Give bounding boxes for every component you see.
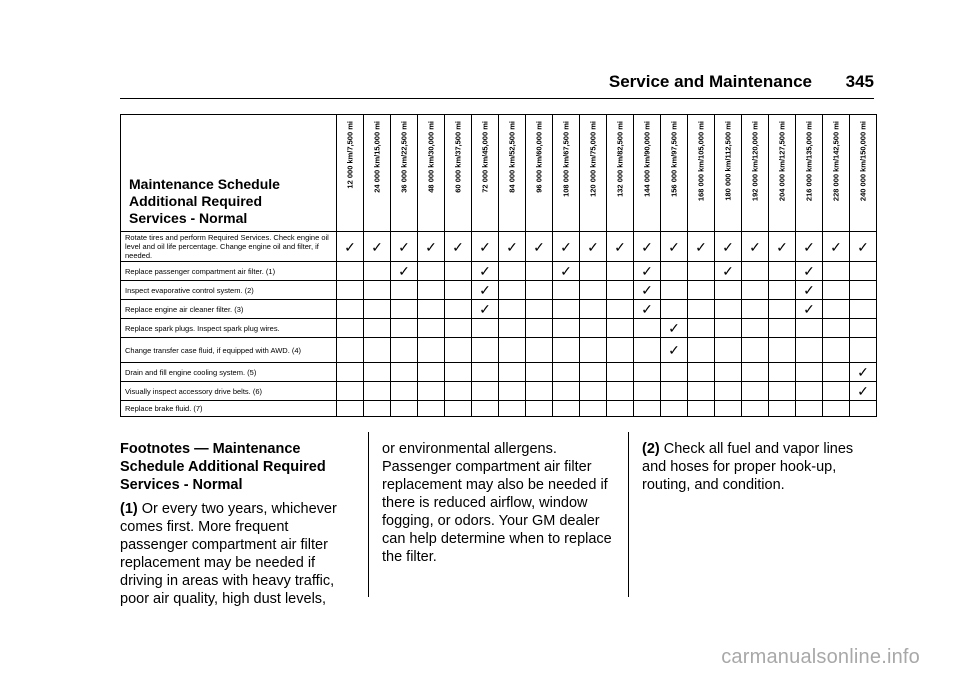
empty-cell [742,382,769,401]
column-header [661,115,688,232]
table-header-row [121,115,877,232]
table-row [121,401,877,417]
empty-cell [607,401,634,417]
footnote-1-continued: or environmental allergens. Passenger compartment air filter replacement may also be needed if there is reduced airflow, window fogging, or odors. Your GM dealer can help determine when to replace the filter. [382,441,612,565]
empty-cell [850,300,877,319]
empty-cell [661,382,688,401]
empty-cell [499,319,526,338]
checkmark-icon: ✓ [688,232,715,262]
column-header [607,115,634,232]
checkmark-icon: ✓ [499,232,526,262]
task-label: Replace engine air cleaner filter. (3) [121,300,337,319]
column-header [850,115,877,232]
empty-cell [580,262,607,281]
column-header-label: 240 000 km/150,000 mi [858,121,868,202]
table-row [121,338,877,363]
table-title [121,115,337,232]
column-header-label: 60 000 km/37,500 mi [453,121,463,193]
checkmark-icon: ✓ [607,232,634,262]
footnote-1 [120,500,350,608]
column-header [580,115,607,232]
empty-cell [364,401,391,417]
empty-cell [823,338,850,363]
table-row [121,262,877,281]
checkmark-icon: ✓ [553,262,580,281]
column-header-label: 192 000 km/120,000 mi [750,121,760,202]
checkmark-icon: ✓ [634,300,661,319]
empty-cell [553,401,580,417]
empty-cell [580,319,607,338]
empty-cell [499,363,526,382]
footnote-2-label: (2) [642,441,660,457]
empty-cell [823,262,850,281]
empty-cell [553,363,580,382]
column-header [472,115,499,232]
empty-cell [742,300,769,319]
empty-cell [418,401,445,417]
empty-cell [850,401,877,417]
table-row [121,363,877,382]
checkmark-icon: ✓ [796,300,823,319]
empty-cell [796,363,823,382]
empty-cell [607,363,634,382]
empty-cell [499,281,526,300]
table-row [121,382,877,401]
footnotes-column-1 [120,440,350,614]
empty-cell [607,382,634,401]
empty-cell [769,382,796,401]
checkmark-icon: ✓ [715,262,742,281]
empty-cell [769,338,796,363]
column-header-label: 48 000 km/30,000 mi [426,121,436,193]
empty-cell [337,300,364,319]
empty-cell [337,281,364,300]
empty-cell [445,300,472,319]
empty-cell [472,338,499,363]
checkmark-icon: ✓ [850,382,877,401]
empty-cell [526,300,553,319]
checkmark-icon: ✓ [796,262,823,281]
empty-cell [688,262,715,281]
empty-cell [418,338,445,363]
empty-cell [472,319,499,338]
table-title-line: Additional Required [129,193,262,209]
empty-cell [553,281,580,300]
empty-cell [445,401,472,417]
checkmark-icon: ✓ [472,300,499,319]
empty-cell [553,382,580,401]
column-header-label: 204 000 km/127,500 mi [777,121,787,202]
empty-cell [742,262,769,281]
task-label: Rotate tires and perform Required Services. Check engine oil level and oil life percentage. Change engine oil and filter, if needed. [121,232,337,262]
empty-cell [418,300,445,319]
footnotes-column-2 [382,440,612,572]
empty-cell [445,262,472,281]
empty-cell [634,382,661,401]
empty-cell [742,319,769,338]
empty-cell [499,382,526,401]
checkmark-icon: ✓ [661,338,688,363]
empty-cell [661,401,688,417]
empty-cell [715,319,742,338]
empty-cell [391,363,418,382]
empty-cell [418,262,445,281]
column-header [526,115,553,232]
empty-cell [337,382,364,401]
column-header [742,115,769,232]
empty-cell [499,262,526,281]
header-rule [120,98,874,99]
column-header-label: 216 000 km/135,000 mi [804,121,814,202]
empty-cell [796,319,823,338]
checkmark-icon: ✓ [742,232,769,262]
empty-cell [391,300,418,319]
empty-cell [472,363,499,382]
checkmark-icon: ✓ [553,232,580,262]
table-title-line: Services - Normal [129,210,248,226]
checkmark-icon: ✓ [634,232,661,262]
empty-cell [715,300,742,319]
empty-cell [526,319,553,338]
column-header-label: 228 000 km/142,500 mi [831,121,841,202]
empty-cell [688,300,715,319]
empty-cell [796,382,823,401]
column-header [391,115,418,232]
column-header [364,115,391,232]
empty-cell [715,382,742,401]
empty-cell [607,338,634,363]
empty-cell [823,300,850,319]
checkmark-icon: ✓ [796,281,823,300]
empty-cell [769,319,796,338]
checkmark-icon: ✓ [769,232,796,262]
footnote-2 [642,440,872,494]
checkmark-icon: ✓ [472,232,499,262]
checkmark-icon: ✓ [796,232,823,262]
task-label: Replace spark plugs. Inspect spark plug wires. [121,319,337,338]
empty-cell [364,262,391,281]
empty-cell [526,401,553,417]
empty-cell [769,300,796,319]
empty-cell [742,401,769,417]
empty-cell [499,401,526,417]
empty-cell [391,338,418,363]
empty-cell [850,262,877,281]
empty-cell [445,319,472,338]
empty-cell [688,363,715,382]
task-label: Replace passenger compartment air filter. (1) [121,262,337,281]
empty-cell [607,319,634,338]
empty-cell [337,363,364,382]
checkmark-icon: ✓ [661,319,688,338]
empty-cell [661,300,688,319]
empty-cell [769,281,796,300]
empty-cell [580,363,607,382]
table-row [121,319,877,338]
empty-cell [526,382,553,401]
empty-cell [580,338,607,363]
empty-cell [526,262,553,281]
empty-cell [688,338,715,363]
empty-cell [472,382,499,401]
empty-cell [688,281,715,300]
empty-cell [418,382,445,401]
checkmark-icon: ✓ [634,262,661,281]
empty-cell [607,281,634,300]
empty-cell [634,338,661,363]
maintenance-schedule-table [120,114,877,417]
empty-cell [769,401,796,417]
column-header-label: 36 000 km/22,500 mi [399,121,409,193]
column-header-label: 144 000 km/90,000 mi [642,121,652,197]
checkmark-icon: ✓ [337,232,364,262]
empty-cell [661,262,688,281]
empty-cell [634,363,661,382]
empty-cell [445,281,472,300]
empty-cell [715,401,742,417]
checkmark-icon: ✓ [418,232,445,262]
empty-cell [526,338,553,363]
empty-cell [445,338,472,363]
empty-cell [742,281,769,300]
empty-cell [823,319,850,338]
empty-cell [850,338,877,363]
table-title-line: Maintenance Schedule [129,176,280,192]
empty-cell [499,338,526,363]
column-header [337,115,364,232]
checkmark-icon: ✓ [445,232,472,262]
empty-cell [688,319,715,338]
empty-cell [553,300,580,319]
table-row [121,281,877,300]
empty-cell [364,319,391,338]
column-header-label: 12 000 km/7,500 mi [345,121,355,189]
empty-cell [823,363,850,382]
empty-cell [634,401,661,417]
checkmark-icon: ✓ [391,232,418,262]
column-header-label: 132 000 km/82,500 mi [615,121,625,197]
watermark: carmanualsonline.info [721,646,920,668]
column-header [499,115,526,232]
empty-cell [418,281,445,300]
empty-cell [445,382,472,401]
empty-cell [742,363,769,382]
empty-cell [391,401,418,417]
empty-cell [769,363,796,382]
column-header [445,115,472,232]
checkmark-icon: ✓ [391,262,418,281]
empty-cell [472,401,499,417]
empty-cell [715,338,742,363]
empty-cell [391,281,418,300]
empty-cell [850,319,877,338]
empty-cell [715,281,742,300]
empty-cell [391,319,418,338]
column-header-label: 168 000 km/105,000 mi [696,121,706,202]
empty-cell [661,281,688,300]
empty-cell [823,382,850,401]
empty-cell [607,262,634,281]
column-header-label: 108 000 km/67,500 mi [561,121,571,197]
column-header-label: 156 000 km/97,500 mi [669,121,679,197]
column-header [688,115,715,232]
empty-cell [607,300,634,319]
table-row [121,300,877,319]
column-header-label: 84 000 km/52,500 mi [507,121,517,193]
table-row [121,232,877,262]
checkmark-icon: ✓ [823,232,850,262]
empty-cell [391,382,418,401]
empty-cell [418,363,445,382]
task-label: Change transfer case fluid, if equipped with AWD. (4) [121,338,337,363]
empty-cell [364,300,391,319]
empty-cell [337,401,364,417]
section-title: Service and Maintenance [608,72,812,91]
checkmark-icon: ✓ [526,232,553,262]
empty-cell [580,382,607,401]
task-label: Replace brake fluid. (7) [121,401,337,417]
task-label: Inspect evaporative control system. (2) [121,281,337,300]
column-header-label: 180 000 km/112,500 mi [723,121,733,201]
empty-cell [364,382,391,401]
empty-cell [850,281,877,300]
footnote-1-text: Or every two years, whichever comes first. More frequent passenger compartment air filter replacement may be needed if driving in areas with heavy traffic, poor air quality, high dust levels, [120,501,337,607]
empty-cell [526,281,553,300]
page-number: 345 [845,72,874,91]
empty-cell [715,363,742,382]
column-header-label: 72 000 km/45,000 mi [480,121,490,193]
column-header-label: 24 000 km/15,000 mi [372,121,382,193]
column-header [823,115,850,232]
empty-cell [796,401,823,417]
empty-cell [742,338,769,363]
checkmark-icon: ✓ [364,232,391,262]
empty-cell [553,338,580,363]
empty-cell [364,281,391,300]
empty-cell [688,382,715,401]
checkmark-icon: ✓ [850,232,877,262]
empty-cell [445,363,472,382]
empty-cell [580,281,607,300]
empty-cell [553,319,580,338]
footnotes-heading: Footnotes — Maintenance Schedule Additional Required Services - Normal [120,441,326,493]
table-body [121,232,877,417]
column-header [769,115,796,232]
column-header [796,115,823,232]
empty-cell [661,363,688,382]
footnotes-column-3 [642,440,872,500]
empty-cell [499,300,526,319]
column-header [553,115,580,232]
checkmark-icon: ✓ [850,363,877,382]
footnote-1-label: (1) [120,501,138,517]
empty-cell [364,363,391,382]
checkmark-icon: ✓ [661,232,688,262]
column-header-label: 120 000 km/75,000 mi [588,121,598,197]
empty-cell [823,281,850,300]
empty-cell [526,363,553,382]
column-divider [368,432,369,597]
empty-cell [823,401,850,417]
empty-cell [418,319,445,338]
checkmark-icon: ✓ [472,281,499,300]
column-divider [628,432,629,597]
column-header [715,115,742,232]
task-label: Visually inspect accessory drive belts. (6) [121,382,337,401]
checkmark-icon: ✓ [634,281,661,300]
empty-cell [337,338,364,363]
empty-cell [769,262,796,281]
column-header-label: 96 000 km/60,000 mi [534,121,544,193]
empty-cell [364,338,391,363]
empty-cell [796,338,823,363]
empty-cell [580,300,607,319]
column-header [634,115,661,232]
empty-cell [634,319,661,338]
footnote-2-text: Check all fuel and vapor lines and hoses for proper hook-up, routing, and condition. [642,441,854,493]
page-header [0,70,960,100]
checkmark-icon: ✓ [580,232,607,262]
checkmark-icon: ✓ [715,232,742,262]
empty-cell [337,262,364,281]
checkmark-icon: ✓ [472,262,499,281]
column-header [418,115,445,232]
empty-cell [337,319,364,338]
empty-cell [688,401,715,417]
empty-cell [580,401,607,417]
task-label: Drain and fill engine cooling system. (5) [121,363,337,382]
